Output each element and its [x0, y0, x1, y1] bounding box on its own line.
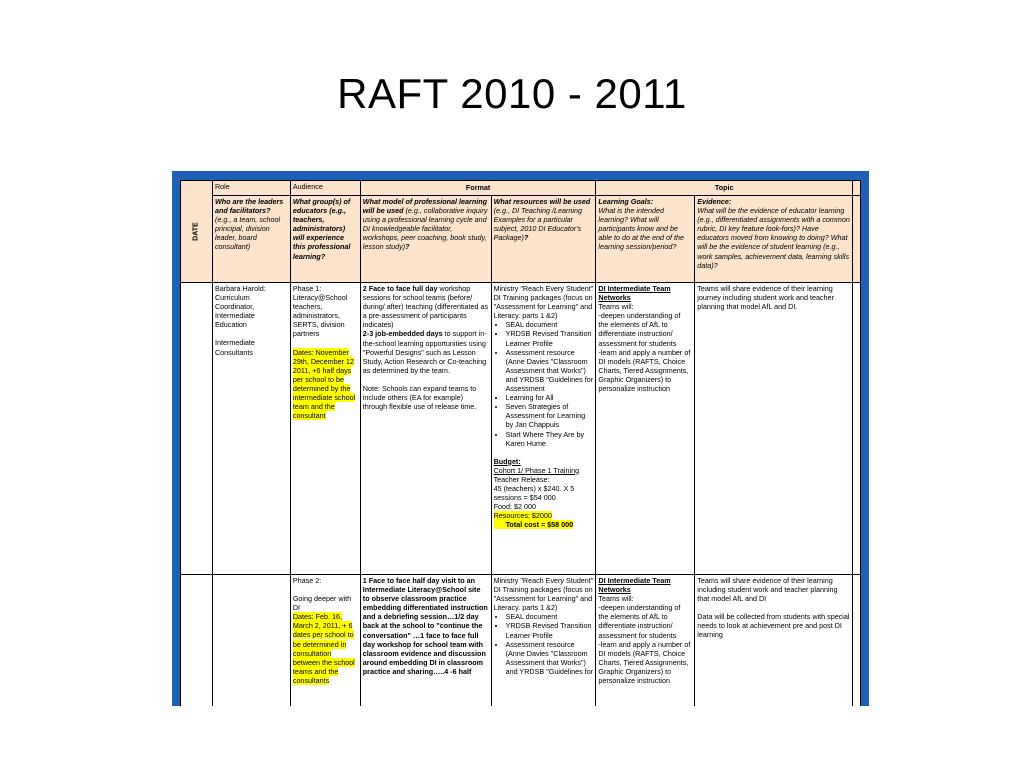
audience-header: Audience — [290, 181, 360, 196]
row2-learning-goals: DI Intermediate Team Networks Teams will: -deepen understanding of the elements of AfL to differentiate instruction/ assessment for students -learn and apply a number of DI models (RAFTS, Choice Charts, Tiered Assignments, Graphic Organizers) to personalize instruction — [596, 575, 695, 707]
format-header: Format — [360, 181, 596, 196]
list-item: • SEAL document — [506, 320, 594, 329]
row2-evidence: Teams will share evidence of their learning including student work and teacher planning that model AfL and DI Data will be collected from students with special needs to look at achievement pre and post DI learning — [695, 575, 853, 707]
row1-format-resources: Ministry "Reach Every Student" DI Training packages (focus on "Assessment for Learning" and Literacy. parts 1 &2) • SEAL document • YRDSB Revised Transition Learner Profile • Assessment resource (Anne Davies "Classroom Assessment that Works") and YRDSB "Guidelines for Assessment • Learning for All • Seven Strategies of Assessment for Learning by Jan Chappuis • Start Where They Are by Karen Hume Budget: Cohort 1/ Phase 1 Training Teacher Release: 45 (teachers) x $240. X 5 sessions = $54 000 Food: $2 000 Resources: $2000 Total cost = $58 000 — [491, 283, 596, 575]
format-resources-question: What resources will be used (e.g., DI Teaching /Learning Examples for a particular subject, 2010 DI Educator's Package)? — [491, 196, 596, 283]
row1-dates: Dates: November 29th, December 12 2011, +6 half days per school to be determined by the intermediate school team and the consultant — [292, 347, 356, 421]
list-item: • YRDSB Revised Transition Learner Profile — [506, 621, 594, 639]
row1-learning-goals: DI Intermediate Team Networks Teams will: -deepen understanding of the elements of AfL to differentiate instruction/ assessment for students -learn and apply a number of DI models (RAFTS, Choice Charts, Tiered Assignments, Graphic Organizers) to personalize instruction — [596, 283, 695, 575]
date-label: DATE — [192, 222, 200, 242]
raft-table — [180, 180, 861, 706]
role-header: Role — [212, 181, 290, 196]
extra-subheader — [852, 196, 860, 283]
list-item: • SEAL document — [506, 612, 594, 621]
row2-format-model: 1 Face to face half day visit to an Intermediate Literacy@School site to observe classroom practice embedding differentiated instruction and a debriefing session…1/2 day back at the school to "continue the conversation" …1 face to face full day workshop for school team with classroom evidence and discussion around embedding DI in classroom practice and sharing…..4 -6 half — [360, 575, 491, 707]
row2-audience: Phase 2: Going deeper with DI Dates: Feb. 16, March 2, 2011, + 6 dates per school to be determined in consultation between the school teams and the consultants — [290, 575, 360, 707]
row1-audience: Phase 1: Literacy@School teachers, administrators, SERTS, division partners Dates: November 29th, December 12 2011, +6 half days per school to be determined by the intermediate school team and the consultant — [290, 283, 360, 575]
slide-title: RAFT 2010 - 2011 — [337, 70, 687, 117]
budget-title: Budget: — [493, 456, 521, 466]
row1-format-model: 2 Face to face full day workshop sessions for school teams (before/ during/ after) teaching (differentiated as a pre-assessment of participants indicates) 2-3 job-embedded days to support in-the-school learning opportunities using "Powerful Designs" such as Lesson Study, Action Research or Co-teaching as determined by the team. Note: Schools can expand teams to include others (EA for example) through flexible use of release time. — [360, 283, 491, 575]
row2-role — [212, 575, 290, 707]
format-model-question: What model of professional learning will be used (e.g., collaborative inquiry using a professional learning cycle and DI knowledgeable facilitator, workshops, peer coaching, book study, lesson study)? — [360, 196, 491, 283]
list-item: • Seven Strategies of Assessment for Learning by Jan Chappuis — [506, 402, 594, 429]
list-item: • YRDSB Revised Transition Learner Profile — [506, 329, 594, 347]
row2-dates: Dates: Feb. 16, March 2, 2011, + 6 dates per school to be determined in consultation between the school teams and the consultants — [292, 612, 355, 685]
evidence-question: Evidence: What will be the evidence of educator learning (e.g., differentiated assignments with a common rubric, DI key feature look-fors)? Have educators moved from knowing to doing? What will be the evidence of student learning (e.g., work samples, achievement data, learning skills data)? — [695, 196, 853, 283]
audience-question: What group(s) of educators (e.g., teachers, administrators) will experience this professional learning? — [290, 196, 360, 283]
row1-evidence: Teams will share evidence of their learning journey including student work and teacher planning that model AfL and DI. — [695, 283, 853, 575]
row1-role: Barbara Harold: Curriculum Coordinator, Intermediate Education Intermediate Consultants — [212, 283, 290, 575]
row2-format-resources: Ministry "Reach Every Student" DI Training packages (focus on "Assessment for Learning" and Literacy. parts 1 &2) • SEAL document • YRDSB Revised Transition Learner Profile • Assessment resource (Anne Davies "Classroom Assessment that Works") and YRDSB "Guidelines for — [491, 575, 596, 707]
table-container — [180, 180, 861, 706]
list-item: • Start Where They Are by Karen Hume — [506, 430, 594, 448]
list-item: • Learning for All — [506, 393, 594, 402]
topic-header: Topic — [596, 181, 853, 196]
date-header — [181, 181, 213, 283]
total-cost: Total cost = $58 000 — [494, 520, 574, 529]
row2-extra — [852, 575, 860, 707]
extra-header — [852, 181, 860, 196]
role-question: Who are the leaders and facilitators? (e.g., a team, school principal, division leader, board consultant) — [212, 196, 290, 283]
row1-extra — [852, 283, 860, 575]
list-item: • Assessment resource (Anne Davies "Classroom Assessment that Works") and YRDSB "Guidelines for — [506, 640, 594, 676]
learning-goals-question: Learning Goals: What is the intended learning? What will participants know and be able to do at the end of the learning session/period? — [596, 196, 695, 283]
row2-date — [181, 575, 213, 707]
list-item: • Assessment resource (Anne Davies "Classroom Assessment that Works") and YRDSB "Guidelines for Assessment — [506, 348, 594, 393]
row1-date — [181, 283, 213, 575]
